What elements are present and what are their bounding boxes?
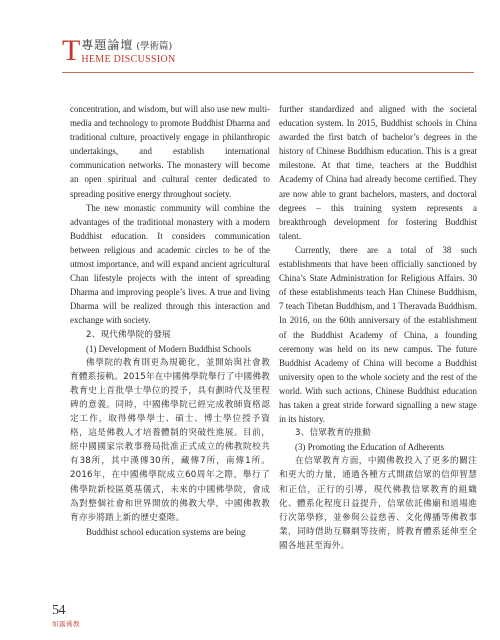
header-initial-letter: T [62, 34, 81, 67]
header-subtitle-cn: (學術篇) [136, 41, 173, 52]
header-title-cn-main: 專題論壇 [81, 38, 134, 52]
header-text [81, 36, 175, 66]
paragraph: further standardized and aligned with the societal education system. In 2015, Buddhist schools in China awarded the first batch of bachelor’s degrees in the history of Chinese Buddhism education. This is a great milestone. At that time, teachers at the Buddhist Academy of China had already become certified. They are now able to grant bachelors, masters, and doctoral degrees – this training system represents a breakthrough development for fostering Buddhist talent. [279, 104, 477, 241]
paragraph: concentration, and wisdom, but will also use new multi-media and technology to promote Buddhist Dharma and traditional culture, proactively engage in philanthropic undertakings, and establish international communication networks. The monastery will become an open spiritual and cultural center dedicated to spreading positive energy throughout society. [70, 104, 270, 199]
section-heading-cn: 3、信眾教育的推動 [295, 428, 372, 439]
section-heading-cn: 2、現代佛學院的發展 [86, 329, 171, 340]
magazine-name: 如露佛教 [52, 620, 80, 628]
paragraph: Currently, there are a total of 38 such establishments that have been officially sanctioned by China’s State Administration for Religious Affairs. 30 of these establishments teach Han Chinese Buddhism, 7 teach Tibetan Buddhism, and 1 Theravada Buddhism. In 2016, on the 60th anniversary of the establishment of the Buddhist Academy of China, a founding ceremony was held on its new campus. The future Buddhist Academy of China will become a Buddhist university open to the whole society and the rest of the world. With such actions, Chinese Buddhist education has taken a great stride forward signalling a new stage in its history. [279, 244, 477, 425]
header-title-cn [81, 38, 175, 54]
section-heading-en: (1) Development of Modern Buddhist Schools [86, 343, 251, 354]
header-title-en: HEME DISCUSSION [81, 54, 176, 65]
section-heading-en: (3) Promoting the Education of Adherents [295, 442, 445, 453]
page-number: 54 [52, 603, 65, 618]
section-header [62, 36, 176, 66]
header-rule [62, 72, 474, 73]
page-footer [52, 604, 80, 628]
paragraph-cn: 在信眾教育方面，中國佛教投入了更多的關注和更大的力量，通過各種方式開啟信眾的信仰智慧和正信，正行的引導，現代佛教信眾教育的組織化、體系化程度日益提升，信眾依託佛廟和道場進行次第學修，並參與公益慈善、文化傳播等佛教事業，同時借助互聯網等技術，將教育體系延伸至全國各地甚至海外。 [279, 456, 477, 551]
left-column [70, 102, 270, 539]
right-column [279, 102, 477, 553]
paragraph: Buddhist school education systems are being [86, 526, 246, 537]
paragraph-cn: 佛學院的教育則更為規範化，並開始與社會教育體系接軌。2015年在中國佛學院舉行了中國佛教教育史上首批學士學位的授予，具有劃時代及里程碑的意義。同時，中國佛學院已經完成教師資格認定工作，取得佛學學士、碩士、博士學位授予資格，這是佛教人才培養體制的突破性進展。目前，經中國國家宗教事務局批准正式成立的佛教院校共有38所，其中漢傳30所，藏傳7所，南傳1所。2016年，在中國佛學院成立60周年之際，舉行了佛學院新校區奠基儀式，未來的中國佛學院，會成為對整個社會和世界開放的佛教大學，中國佛教教育亦步將踏上新的歷史臺階。 [70, 357, 270, 523]
paragraph: The new monastic community will combine the advantages of the traditional monastery with a modern Buddhist education. It considers communication between religious and academic circles to be of the utmost importance, and will expand ancient agricultural Chan lifestyle projects with the intent of spreading Dharma and improving people’s lives. A true and living Dharma will be realized through this interaction and exchange with society. [70, 202, 270, 326]
